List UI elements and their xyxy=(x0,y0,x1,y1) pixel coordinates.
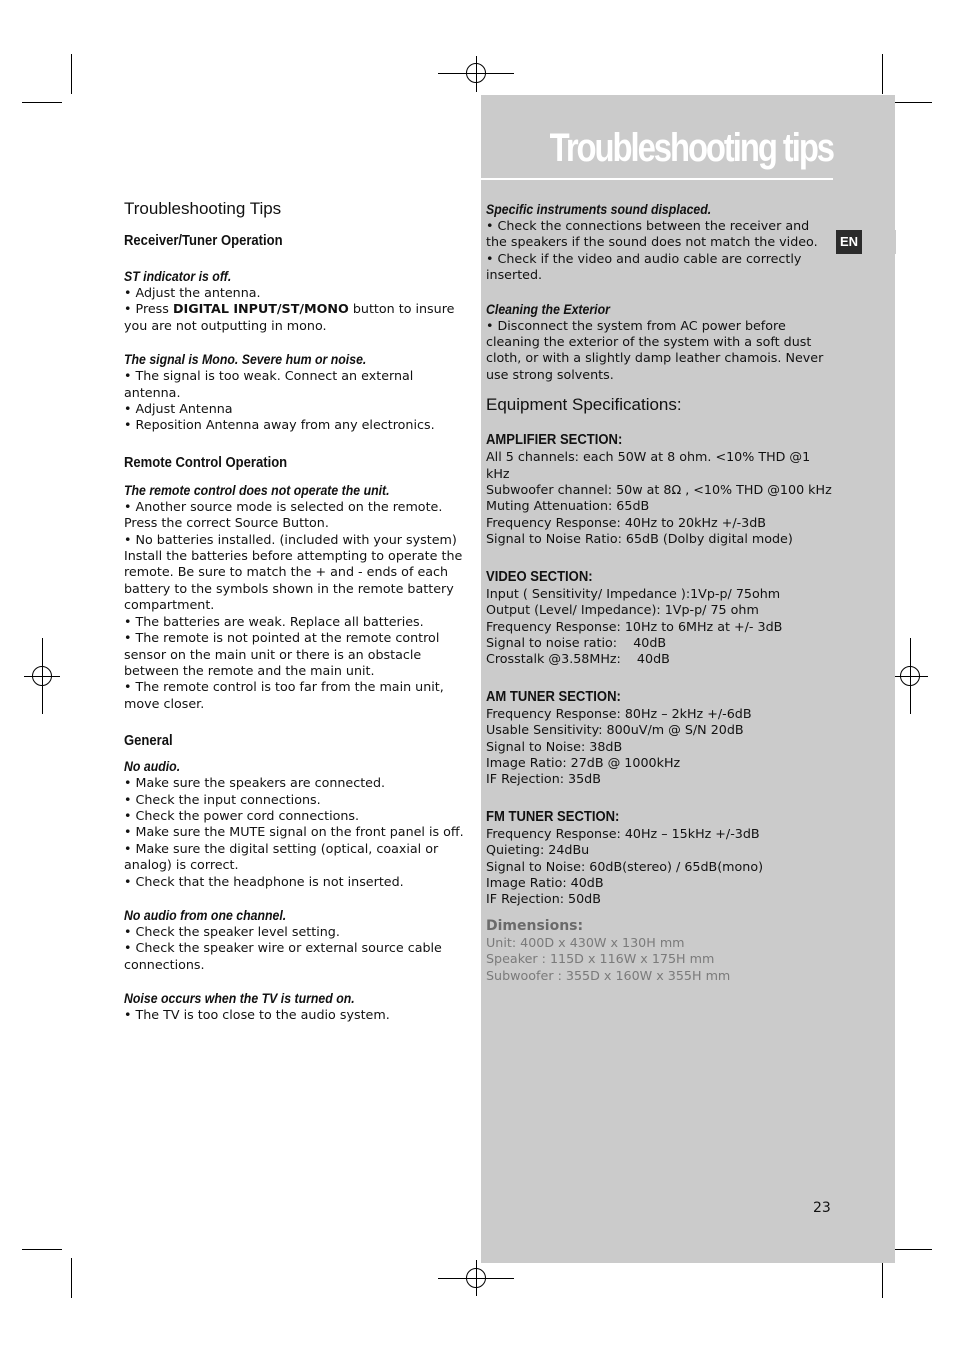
video-heading: VIDEO SECTION: xyxy=(486,568,593,585)
amplifier-line: Muting Attenuation: 65dB xyxy=(486,498,650,514)
am-line: Usable Sensitivity: 800uV/m @ S/N 20dB xyxy=(486,722,744,738)
amplifier-line: Frequency Response: 40Hz to 20kHz +/-3dB xyxy=(486,514,767,530)
crop-mark xyxy=(892,1249,932,1250)
remote-problem-title: The remote control does not operate the unit. xyxy=(124,481,390,498)
no-audio-line: • Check the input connections. xyxy=(124,791,321,807)
crop-mark xyxy=(882,1258,883,1298)
crop-mark xyxy=(22,102,62,103)
video-line: Crosstalk @3.58MHz: 40dB xyxy=(486,651,670,667)
st-line-2: • Press DIGITAL INPUT/ST/MONO button to insure you are not outputting in mono. xyxy=(124,301,455,333)
tv-noise-title: Noise occurs when the TV is turned on. xyxy=(124,990,355,1007)
amplifier-line: Signal to Noise Ratio: 65dB (Dolby digital mode) xyxy=(486,531,793,547)
crop-mark xyxy=(892,102,932,103)
registration-circle xyxy=(900,666,920,686)
dimensions-heading: Dimensions: xyxy=(486,917,584,934)
fm-line: Quieting: 24dBu xyxy=(486,842,590,858)
crop-mark xyxy=(71,54,72,94)
cleaning-line: • Disconnect the system from AC power before cleaning the exterior of the system with a soft dust cloth, or with a slightly damp leather chamois. Never use strong solvents. xyxy=(486,317,824,382)
fm-line: Signal to Noise: 60dB(stereo) / 65dB(mono) xyxy=(486,858,764,874)
receiver-heading: Receiver/Tuner Operation xyxy=(124,233,283,249)
am-line: Image Ratio: 27dB @ 1000kHz xyxy=(486,754,681,770)
page-number: 23 xyxy=(813,1200,831,1216)
language-tab xyxy=(836,230,896,254)
displaced-title: Specific instruments sound displaced. xyxy=(486,201,712,217)
remote-heading: Remote Control Operation xyxy=(124,454,288,471)
registration-circle xyxy=(466,1268,486,1288)
page-title: Troubleshooting tips xyxy=(549,126,833,170)
fm-line: IF Rejection: 50dB xyxy=(486,891,601,907)
one-channel-line: • Check the speaker wire or external source cable connections. xyxy=(124,940,442,972)
remote-line: • The batteries are weak. Replace all batteries. xyxy=(124,613,424,629)
video-line: Signal to noise ratio: 40dB xyxy=(486,634,667,650)
am-line: IF Rejection: 35dB xyxy=(486,771,601,787)
no-audio-line: • Make sure the speakers are connected. xyxy=(124,775,386,791)
one-channel-line: • Check the speaker level setting. xyxy=(124,923,340,939)
amplifier-heading: AMPLIFIER SECTION: xyxy=(486,432,623,449)
crop-mark xyxy=(882,54,883,94)
video-line: Output (Level/ Impedance): 1Vp-p/ 75 ohm xyxy=(486,602,759,618)
remote-line: • The remote is not pointed at the remote control sensor on the main unit or there is an obstacle between the remote and the main unit. xyxy=(124,630,440,678)
registration-circle xyxy=(32,666,52,686)
dimensions-line: Unit: 400D x 430W x 130H mm xyxy=(486,934,685,950)
mono-title: The signal is Mono. Severe hum or noise. xyxy=(124,351,367,368)
right-column xyxy=(486,200,832,984)
amplifier-line: All 5 channels: each 50W at 8 ohm. <10% THD @1 kHz xyxy=(486,449,811,481)
mono-line: • Adjust Antenna xyxy=(124,401,233,417)
crop-mark xyxy=(22,1249,62,1250)
remote-line: • Another source mode is selected on the remote. Press the correct Source Button. xyxy=(124,498,443,531)
video-line: Input ( Sensitivity/ Impedance ):1Vp-p/ 75ohm xyxy=(486,585,781,601)
mono-line: • Reposition Antenna away from any electronics. xyxy=(124,417,435,433)
am-line: Signal to Noise: 38dB xyxy=(486,738,623,754)
crop-mark xyxy=(71,1258,72,1298)
section-heading: Troubleshooting Tips xyxy=(124,199,282,218)
fm-line: Frequency Response: 40Hz – 15kHz +/-3dB xyxy=(486,825,760,841)
remote-line: • The remote control is too far from the main unit, move closer. xyxy=(124,679,444,711)
one-channel-title: No audio from one channel. xyxy=(124,906,287,923)
st-indicator-title: ST indicator is off. xyxy=(124,268,232,284)
no-audio-line: • Check that the headphone is not inserted. xyxy=(124,873,404,889)
tv-noise-line: • The TV is too close to the audio system. xyxy=(124,1007,390,1023)
st-line-1: • Adjust the antenna. xyxy=(124,285,261,300)
remote-line: • No batteries installed. (included with your system) Install the batteries before attempting to operate the remote. Be sure to match the + and - ends of each battery to the symbols shown in the remote battery compartment. xyxy=(124,531,463,613)
registration-circle xyxy=(466,63,486,83)
video-line: Frequency Response: 10Hz to 6MHz at +/- 3dB xyxy=(486,618,783,634)
cleaning-title: Cleaning the Exterior xyxy=(486,300,610,317)
title-underline xyxy=(481,178,833,180)
fm-heading: FM TUNER SECTION: xyxy=(486,808,620,825)
specs-heading: Equipment Specifications: xyxy=(486,395,682,415)
mono-line: • The signal is too weak. Connect an external antenna. xyxy=(124,368,414,400)
general-heading: General xyxy=(124,733,173,750)
language-tab-label: EN xyxy=(836,230,862,254)
no-audio-line: • Make sure the MUTE signal on the front panel is off. xyxy=(124,824,464,840)
displaced-line: • Check if the video and audio cable are correctly inserted. xyxy=(486,250,802,283)
am-heading: AM TUNER SECTION: xyxy=(486,688,621,705)
no-audio-title: No audio. xyxy=(124,758,181,775)
no-audio-line: • Make sure the digital setting (optical, coaxial or analog) is correct. xyxy=(124,840,439,873)
dimensions-line: Speaker : 115D x 116W x 175H mm xyxy=(486,951,715,967)
no-audio-line: • Check the power cord connections. xyxy=(124,807,360,823)
displaced-line: • Check the connections between the receiver and the speakers if the sound does not match the video. xyxy=(486,218,818,250)
left-column xyxy=(124,199,470,1024)
amplifier-line: Subwoofer channel: 50w at 8Ω , <10% THD @100 kHz xyxy=(486,482,832,498)
am-line: Frequency Response: 80Hz – 2kHz +/-6dB xyxy=(486,705,752,721)
dimensions-line: Subwoofer : 355D x 160W x 355H mm xyxy=(486,967,731,983)
fm-line: Image Ratio: 40dB xyxy=(486,874,604,890)
